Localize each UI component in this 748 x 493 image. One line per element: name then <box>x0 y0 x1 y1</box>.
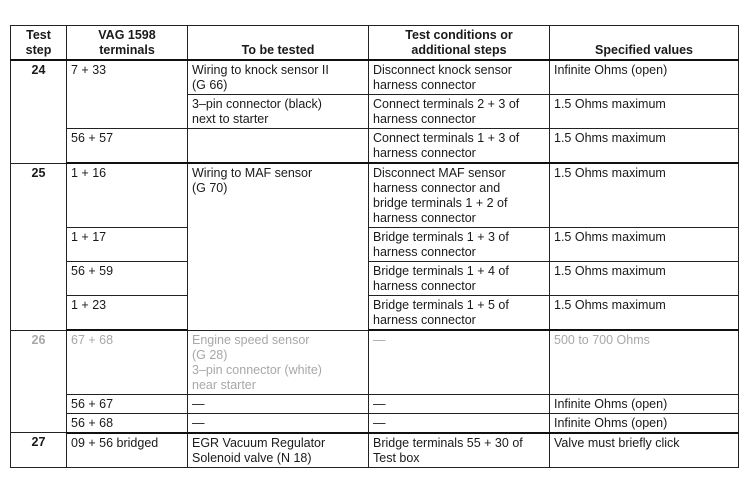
header-test-conditions: Test conditions or additional steps <box>369 26 550 61</box>
tested-cell: Wiring to knock sensor II (G 66) <box>188 60 369 95</box>
header-to-be-tested: To be tested <box>188 26 369 61</box>
terminals-cell: 09 + 56 bridged <box>67 433 188 468</box>
step-number: 27 <box>11 433 67 468</box>
conditions-cell: Disconnect knock sensor harness connector <box>369 60 550 95</box>
table-row <box>11 330 739 394</box>
terminals-cell: 1 + 17 <box>67 228 188 262</box>
value-cell: 1.5 Ohms maximum <box>550 163 739 228</box>
terminals-cell: 56 + 57 <box>67 129 188 164</box>
terminals-cell: 56 + 68 <box>67 413 188 433</box>
value-cell: 500 to 700 Ohms <box>550 330 739 394</box>
tested-cell: 3–pin connector (black) next to starter <box>188 95 369 129</box>
terminals-cell: 56 + 67 <box>67 394 188 413</box>
value-cell: Infinite Ohms (open) <box>550 394 739 413</box>
table-row <box>11 394 739 413</box>
tested-cell: — <box>188 394 369 413</box>
value-cell: 1.5 Ohms maximum <box>550 262 739 296</box>
tested-cell: Engine speed sensor (G 28) 3–pin connector (white) near starter <box>188 330 369 394</box>
conditions-cell: Bridge terminals 1 + 3 of harness connector <box>369 228 550 262</box>
value-cell: 1.5 Ohms maximum <box>550 129 739 164</box>
terminals-cell: 56 + 59 <box>67 262 188 296</box>
terminals-cell: 67 + 68 <box>67 330 188 394</box>
conditions-cell: Bridge terminals 1 + 4 of harness connector <box>369 262 550 296</box>
conditions-cell: Bridge terminals 55 + 30 of Test box <box>369 433 550 468</box>
step-number: 26 <box>11 330 67 433</box>
table-row <box>11 129 739 164</box>
table-row <box>11 60 739 95</box>
value-cell: 1.5 Ohms maximum <box>550 95 739 129</box>
header-test-step: Test step <box>11 26 67 61</box>
terminals-cell: 1 + 16 <box>67 163 188 228</box>
conditions-cell: Connect terminals 1 + 3 of harness connector <box>369 129 550 164</box>
conditions-cell: — <box>369 330 550 394</box>
header-terminals: VAG 1598 terminals <box>67 26 188 61</box>
conditions-cell: Disconnect MAF sensor harness connector and bridge terminals 1 + 2 of harness connector <box>369 163 550 228</box>
value-cell: Infinite Ohms (open) <box>550 60 739 95</box>
header-row <box>11 26 739 61</box>
conditions-cell: Bridge terminals 1 + 5 of harness connector <box>369 296 550 331</box>
table-row <box>11 413 739 433</box>
conditions-cell: Connect terminals 2 + 3 of harness connector <box>369 95 550 129</box>
test-table-page <box>10 25 738 487</box>
value-cell: Valve must briefly click <box>550 433 739 468</box>
table-row <box>11 262 739 296</box>
table-row <box>11 296 739 331</box>
tested-cell: Wiring to MAF sensor (G 70) <box>188 163 369 330</box>
conditions-cell: — <box>369 413 550 433</box>
terminals-cell: 1 + 23 <box>67 296 188 331</box>
step-number: 24 <box>11 60 67 163</box>
tested-cell <box>188 129 369 164</box>
test-steps-table <box>10 25 739 468</box>
tested-cell: — <box>188 413 369 433</box>
table-row <box>11 163 739 228</box>
table-row <box>11 433 739 468</box>
step-number: 25 <box>11 163 67 330</box>
tested-cell: EGR Vacuum Regulator Solenoid valve (N 18) <box>188 433 369 468</box>
value-cell: 1.5 Ohms maximum <box>550 296 739 331</box>
table-row <box>11 228 739 262</box>
value-cell: Infinite Ohms (open) <box>550 413 739 433</box>
header-specified-values: Specified values <box>550 26 739 61</box>
terminals-cell: 7 + 33 <box>67 60 188 129</box>
conditions-cell: — <box>369 394 550 413</box>
value-cell: 1.5 Ohms maximum <box>550 228 739 262</box>
